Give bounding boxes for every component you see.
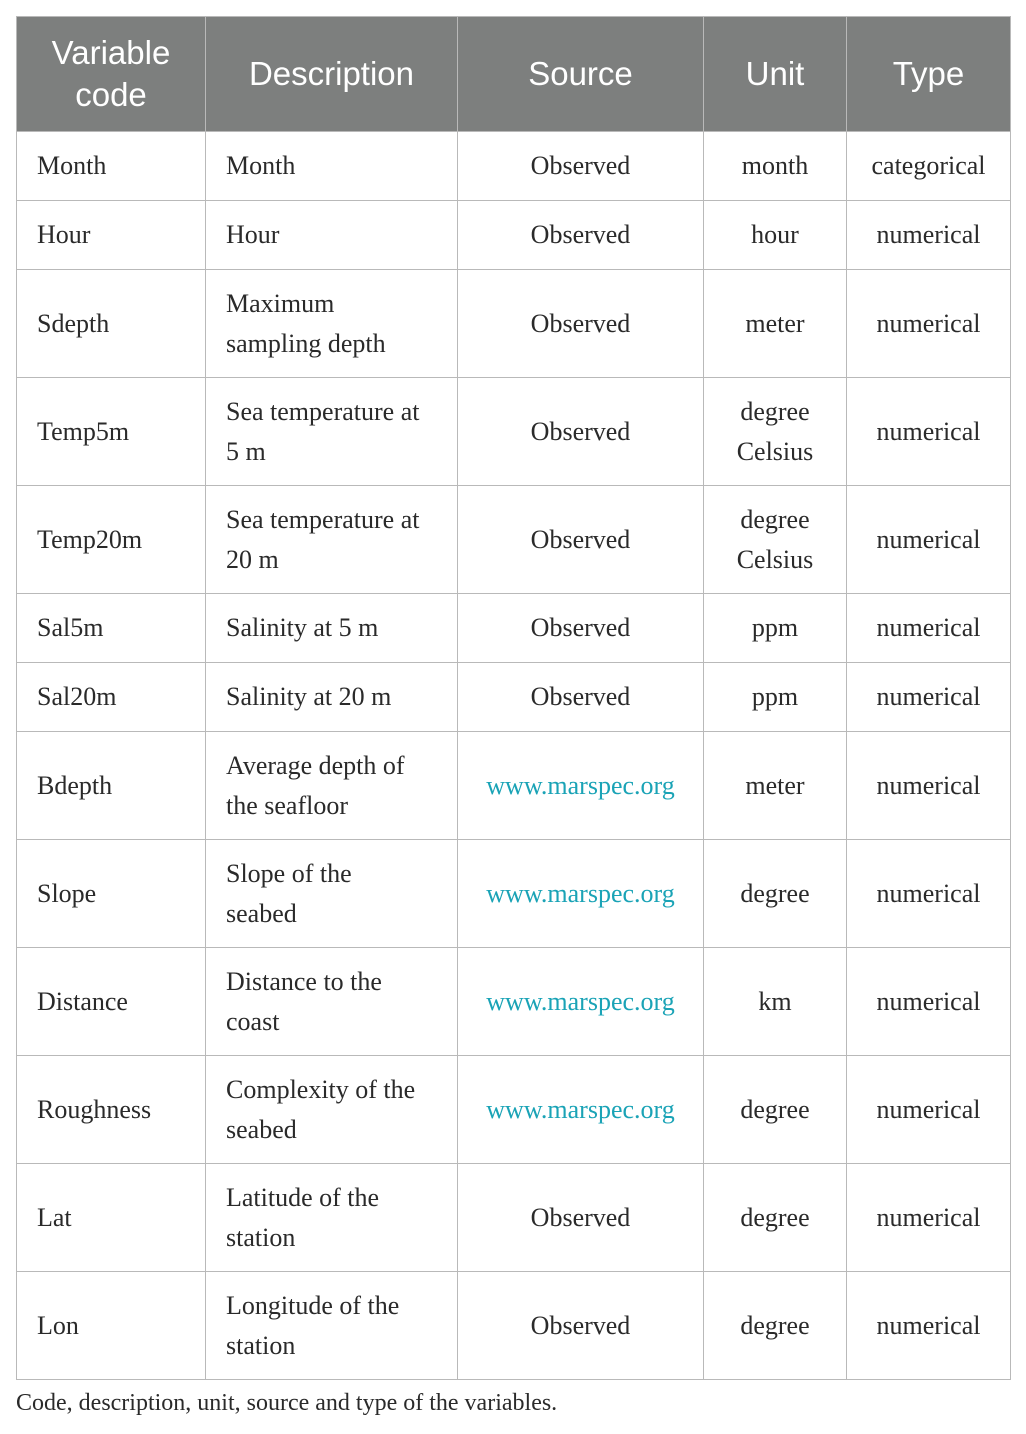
table-body — [17, 132, 1011, 1380]
cell-type: numerical — [847, 663, 1011, 732]
variables-table — [16, 16, 1011, 1380]
header-description: Description — [206, 17, 458, 132]
cell-unit: degree — [704, 1056, 847, 1164]
cell-code: Distance — [17, 948, 206, 1056]
cell-source-link[interactable]: www.marspec.org — [458, 840, 704, 948]
cell-type: numerical — [847, 594, 1011, 663]
cell-description: Latitude of the station — [206, 1164, 458, 1272]
table-row — [17, 663, 1011, 732]
cell-unit: month — [704, 132, 847, 201]
cell-source: Observed — [458, 378, 704, 486]
cell-code: Sal5m — [17, 594, 206, 663]
header-variable-code-line1: Variable — [51, 34, 171, 71]
variables-table-container — [16, 16, 1010, 1380]
cell-type: numerical — [847, 840, 1011, 948]
cell-type: numerical — [847, 948, 1011, 1056]
cell-unit: degree Celsius — [704, 378, 847, 486]
cell-code: Lon — [17, 1272, 206, 1380]
header-variable-code-line2: code — [75, 76, 147, 113]
cell-description: Maximum sampling depth — [206, 270, 458, 378]
cell-code: Hour — [17, 201, 206, 270]
cell-unit: km — [704, 948, 847, 1056]
cell-type: numerical — [847, 732, 1011, 840]
table-row — [17, 1056, 1011, 1164]
cell-unit: hour — [704, 201, 847, 270]
table-row — [17, 270, 1011, 378]
cell-unit: ppm — [704, 663, 847, 732]
table-row — [17, 948, 1011, 1056]
cell-unit: ppm — [704, 594, 847, 663]
table-row — [17, 486, 1011, 594]
cell-source: Observed — [458, 1272, 704, 1380]
header-unit: Unit — [704, 17, 847, 132]
cell-type: numerical — [847, 1164, 1011, 1272]
header-type: Type — [847, 17, 1011, 132]
cell-description: Salinity at 5 m — [206, 594, 458, 663]
table-row — [17, 594, 1011, 663]
cell-source: Observed — [458, 594, 704, 663]
cell-source: Observed — [458, 1164, 704, 1272]
table-caption: Code, description, unit, source and type of the variables. — [16, 1390, 558, 1416]
cell-source-link[interactable]: www.marspec.org — [458, 732, 704, 840]
cell-description: Sea temperature at 20 m — [206, 486, 458, 594]
cell-code: Roughness — [17, 1056, 206, 1164]
cell-source: Observed — [458, 132, 704, 201]
table-row — [17, 1164, 1011, 1272]
cell-code: Slope — [17, 840, 206, 948]
cell-description: Hour — [206, 201, 458, 270]
table-header — [17, 17, 1011, 132]
cell-type: numerical — [847, 270, 1011, 378]
cell-source: Observed — [458, 663, 704, 732]
header-variable-code — [17, 17, 206, 132]
cell-type: numerical — [847, 486, 1011, 594]
cell-description: Complexity of the seabed — [206, 1056, 458, 1164]
cell-type: numerical — [847, 201, 1011, 270]
cell-code: Sal20m — [17, 663, 206, 732]
cell-source: Observed — [458, 270, 704, 378]
cell-description: Month — [206, 132, 458, 201]
table-row — [17, 1272, 1011, 1380]
cell-code: Temp5m — [17, 378, 206, 486]
cell-type: numerical — [847, 1056, 1011, 1164]
cell-unit: degree — [704, 1272, 847, 1380]
header-source: Source — [458, 17, 704, 132]
cell-source-link[interactable]: www.marspec.org — [458, 1056, 704, 1164]
cell-code: Bdepth — [17, 732, 206, 840]
cell-code: Lat — [17, 1164, 206, 1272]
cell-description: Longitude of the station — [206, 1272, 458, 1380]
cell-source: Observed — [458, 486, 704, 594]
cell-unit: degree — [704, 840, 847, 948]
cell-unit: degree — [704, 1164, 847, 1272]
table-row — [17, 840, 1011, 948]
cell-unit: degree Celsius — [704, 486, 847, 594]
table-row — [17, 132, 1011, 201]
cell-type: categorical — [847, 132, 1011, 201]
table-row — [17, 732, 1011, 840]
cell-description: Sea temperature at 5 m — [206, 378, 458, 486]
cell-source: Observed — [458, 201, 704, 270]
cell-description: Slope of the seabed — [206, 840, 458, 948]
cell-unit: meter — [704, 732, 847, 840]
table-row — [17, 378, 1011, 486]
cell-code: Month — [17, 132, 206, 201]
cell-code: Sdepth — [17, 270, 206, 378]
cell-unit: meter — [704, 270, 847, 378]
table-row — [17, 201, 1011, 270]
cell-description: Distance to the coast — [206, 948, 458, 1056]
header-row — [17, 17, 1011, 132]
cell-type: numerical — [847, 378, 1011, 486]
cell-source-link[interactable]: www.marspec.org — [458, 948, 704, 1056]
cell-code: Temp20m — [17, 486, 206, 594]
cell-description: Average depth of the seafloor — [206, 732, 458, 840]
cell-description: Salinity at 20 m — [206, 663, 458, 732]
cell-type: numerical — [847, 1272, 1011, 1380]
